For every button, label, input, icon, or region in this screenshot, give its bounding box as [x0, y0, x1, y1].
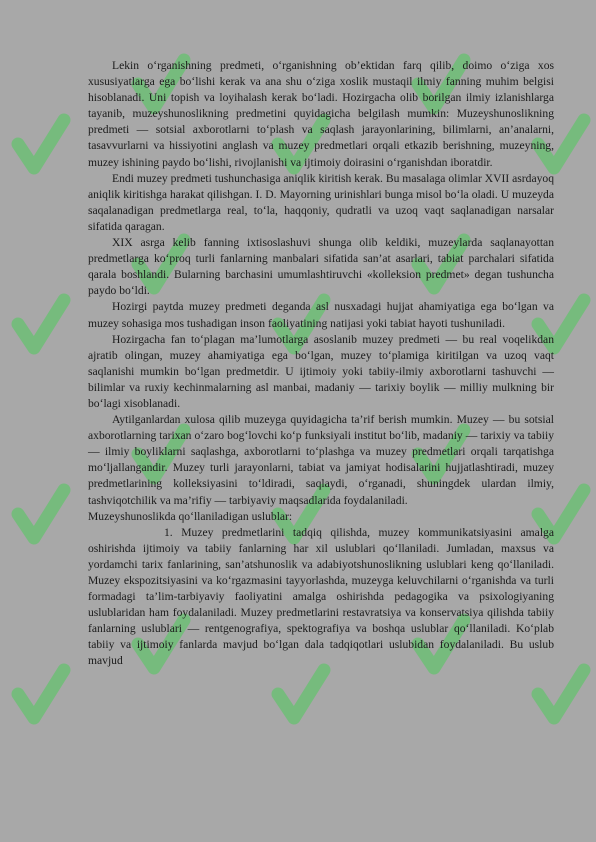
paragraph-methods-1: 1. Muzey predmetlarini tadqiq qilishda, muzey kommunikatsiyasini amalga oshirishda ijtimoiy va tabiiy fanlarning har xil uslublari qo‘llaniladi. Jumladan, maxsus va yordamchi tarix fanlarining, san’atshunoslik va adabiyotshunoslikning uslublari keng qo‘llaniladi. Muzey ekspozitsiyasini va ko‘rgazmasini tayyorlashda, muzeyga keluvchilarni o‘rganishda va turli formadagi ta’lim-tarbiyaviy faoliyatini amalga oshirishda pedagogika va psixologiyaning uslublaridan ham foydalaniladi. Muzey predmetlarini restavratsiya va konservatsiya qilishda tabiiy fanlarning uslublari — rentgenografiya, spektografiya va boshqa uslublar qo‘llaniladi. Ko‘plab tabiiy va ijtimoiy fanlarda mavjud bo‘lgan dala tadqiqotlari uslubidan foydalaniladi. Bu uslub mavjud	[88, 525, 554, 668]
paragraph-museum-object-history: Endi muzey predmeti tushunchasiga aniqlik kiritish kerak. Bu masalaga olimlar XVII asrdayoq aniqlik kiritishga harakat qilishgan. I. D. Mayorning urinishlari bunga misol bo‘la oladi. U muzeyda saqalanadigan predmetlarga real, to‘la, haqqoniy, qudratli va uzoq vaqt saqlanadigan narsalar sifatida qaragan.	[88, 171, 554, 233]
checkmark-watermark-icon	[18, 120, 64, 168]
document-body	[88, 58, 554, 670]
paragraph-subject-definition: Lekin o‘rganishning predmeti, o‘rganishning ob’ektidan farq qilib, doimo o‘ziga xos xususiyatlarga ega bo‘lishi kerak va ana shu o‘ziga xoslik mustaqil ilmiy fanning muhim belgisi hisoblanadi. Uni topish va loyihalash kerak bo‘ladi. Hozirgacha olib borilgan ilmiy izlanishlarga tayanib, muzeyshunoslikning predmetini quyidagicha belgilash mumkin: Muzeyshunoslikning predmeti — sotsial axborotlarni to‘plash va saqlash jarayonlarining, bilimlarni, an’analarni, tasavvurlarni va hissiyotini anglash va muzey predmetlari orqali etkazib berishning, muzeyning, muzey ishining paydo bo‘lishi, rivojlanishi va ijtimoiy doirasini o‘rganishdan iboratdir.	[88, 59, 554, 169]
paragraph-museum-object-summary: Hozirgacha fan to‘plagan ma’lumotlarga asoslanib muzey predmeti — bu real voqelikdan ajratib olingan, muzey ahamiyatiga ega bo‘lgan, muzey to‘plamiga kiritilgan va uzoq vaqt saqlanishi mumkin bo‘lgan predmetdir. U ijtimoiy yoki tabiiy-ilmiy axborotlarni tashuvchi — bilimlar va ruxiy kechinmalarning asl manbai, madaniy — tarixiy boylik — milliy mulkning bir bo‘lagi xisoblanadi.	[88, 332, 554, 410]
paragraph-current-definition: Hozirgi paytda muzey predmeti deganda asl nusxadagi hujjat ahamiyatiga ega bo‘lgan va muzey sohasiga mos tushadigan inson faoliyatining natijasi yoki tabiat hayoti tushuniladi.	[88, 300, 554, 330]
checkmark-watermark-icon	[538, 670, 584, 718]
checkmark-watermark-icon	[18, 670, 64, 718]
section-heading-methods: Muzeyshunoslikda qo‘llaniladigan uslublar:	[88, 509, 293, 523]
checkmark-watermark-icon	[278, 670, 324, 718]
paragraph-xix-century: XIX asrga kelib fanning ixtisoslashuvi shunga olib keldiki, muzeylarda saqlanayottan predmetlarga ko‘proq turli fanlarning manbalari sifatida san’at asarlari, tabiat parchalari sifatida qarala boshlandi. Bularning barchasini umumlashtiruvchi «kolleksion predmet» degan tushuncha paydo bo‘ldi.	[88, 236, 554, 298]
paragraph-museum-definition: Aytilganlardan xulosa qilib muzeyga quyidagicha ta’rif berish mumkin. Muzey — bu sotsial axborotlarning tarixan o‘zaro bog‘lovchi ko‘p funksiyali institut bo‘lib, madaniy — tarixiy va tabiiy — ilmiy boyliklarni saqlashga, axborotlarni to‘plashga va muzey predmetlari orqali tarqatishga mo‘ljallangandir. Muzey turli jarayonlarni, tabiat va jamiyat hodisalarini hujjatlashtiradi, muzey predmetlarining kolleksiyasini to‘ldiradi, saqlaydi, o‘rganadi, shuningdek ulardan ilmiy, tashviqotchilik va ma’rifiy — tarbiyaviy maqsadlarida foydalaniladi.	[88, 413, 554, 507]
checkmark-watermark-icon	[18, 490, 64, 538]
checkmark-watermark-icon	[18, 300, 64, 348]
